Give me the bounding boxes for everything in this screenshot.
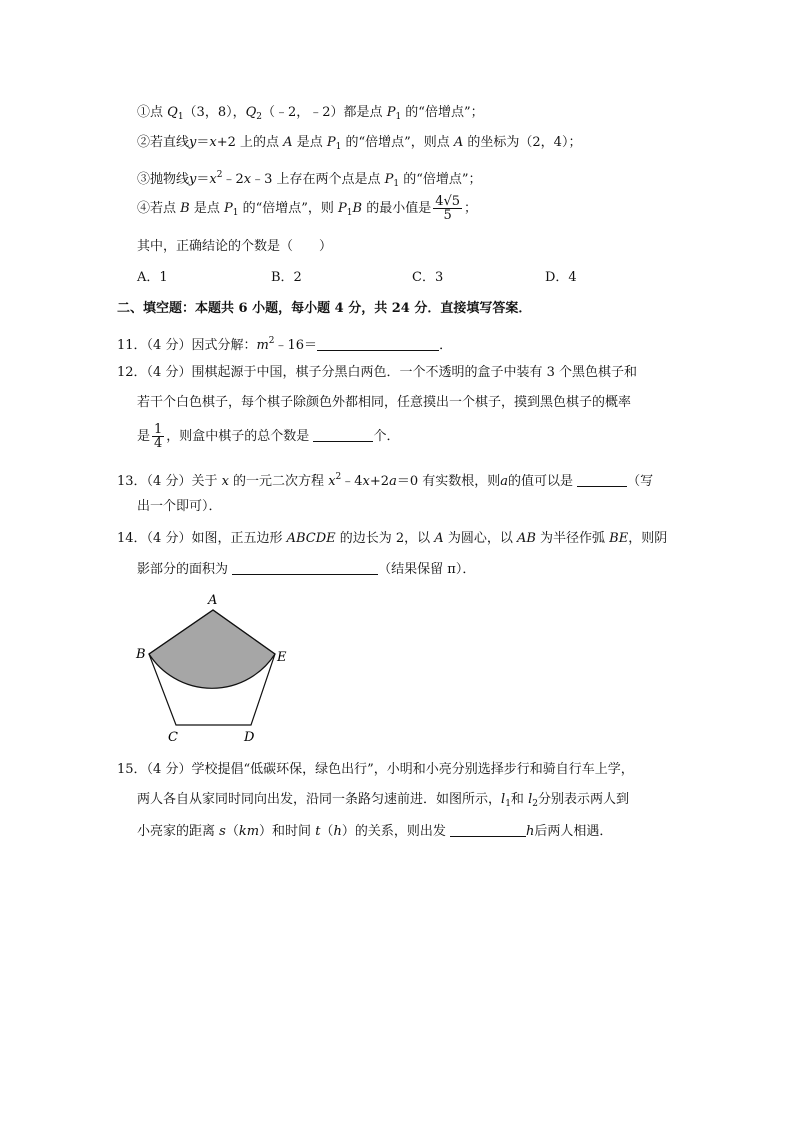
superscript: 2 <box>216 170 223 180</box>
q10-statement-2 <box>137 134 581 156</box>
text: ）和时间 <box>259 824 316 839</box>
var: B <box>352 201 363 216</box>
subscript: 1 <box>346 208 353 218</box>
var: Q <box>167 105 178 120</box>
fraction-1-over-4 <box>152 423 164 450</box>
text: 的最小值是 <box>362 201 432 216</box>
answer-blank[interactable] <box>450 822 526 837</box>
superscript: 2 <box>268 336 275 346</box>
text: +2 <box>369 474 390 489</box>
section-heading: 二、填空题：本题共 6 小题，每小题 4 分，共 24 分．直接填写答案． <box>117 301 532 316</box>
var: A <box>434 531 444 546</box>
answer-blank[interactable] <box>577 472 627 487</box>
text: （ <box>225 824 239 839</box>
text: 影部分的面积为 <box>137 562 233 577</box>
var: B <box>180 201 190 216</box>
var: t <box>315 824 321 839</box>
text: ①点 <box>137 105 168 120</box>
q10-statement-4 <box>137 194 477 228</box>
text: ﹣16＝ <box>274 338 318 353</box>
var: AB <box>516 531 536 546</box>
var: x <box>209 172 217 187</box>
numerator: 4√5 <box>435 194 461 209</box>
var: A <box>453 135 464 150</box>
text: （写 <box>627 474 654 489</box>
label-e: E <box>277 650 287 665</box>
var: a <box>500 474 508 489</box>
var: P <box>338 201 347 216</box>
text: 为圆心，以 <box>443 531 517 546</box>
text: 的“倍增点”； <box>399 172 482 187</box>
text: 和 <box>510 792 529 807</box>
text: 的坐标为（2，4）； <box>463 135 582 150</box>
text: 为半径作弧 <box>535 531 610 546</box>
subscript: 1 <box>177 112 184 122</box>
answer-blank[interactable] <box>313 427 373 442</box>
text: ＝0 有实数根，则 <box>396 474 501 489</box>
text: （3，8）， <box>183 105 246 120</box>
var: P <box>223 201 233 216</box>
question-13-line-2: 出一个即可）． <box>137 499 222 514</box>
text: ④若点 <box>137 201 181 216</box>
text: ，则盒中棋子的总个数是 <box>166 429 314 444</box>
shaded-sector <box>149 610 275 688</box>
subscript: 2 <box>532 799 538 809</box>
q10-statement-3 <box>137 166 482 193</box>
denominator: 5 <box>443 208 452 223</box>
text: 是点 <box>292 135 327 150</box>
var: m <box>256 338 269 353</box>
subscript: 1 <box>393 179 400 189</box>
label-c: C <box>168 730 178 745</box>
text: 是 <box>137 429 151 444</box>
superscript: 2 <box>335 472 342 482</box>
text: 的一元二次方程 <box>228 474 329 489</box>
var: A <box>283 135 293 150</box>
var: l <box>528 792 533 807</box>
subscript: 1 <box>335 142 342 152</box>
subscript: 1 <box>395 112 402 122</box>
question-13-line-1 <box>117 468 653 491</box>
subscript: 1 <box>505 799 511 809</box>
var: x <box>243 172 252 187</box>
q10-option-c: C．3 <box>412 270 444 285</box>
var: h <box>525 824 535 839</box>
text: （ <box>320 824 334 839</box>
var: s <box>219 824 226 839</box>
var: l <box>501 792 506 807</box>
q10-option-b: B．2 <box>271 270 302 285</box>
var: P <box>384 172 394 187</box>
text: ﹣4 <box>341 474 363 489</box>
var: BE <box>609 531 629 546</box>
text: ﹣3 上存在两个点是点 <box>251 172 385 187</box>
question-15-line-2 <box>137 791 629 813</box>
answer-blank[interactable] <box>317 336 439 351</box>
text: 个． <box>373 429 400 444</box>
var: km <box>238 824 260 839</box>
text: ③抛物线 <box>137 172 190 187</box>
text: ． <box>439 338 453 353</box>
question-12-line-1: 12．（4 分）围棋起源于中国，棋子分黑白两色．一个不透明的盒子中装有 3 个黑色棋子和 <box>117 365 637 380</box>
text: ＝ <box>196 172 210 187</box>
question-11 <box>117 332 452 355</box>
label-d: D <box>244 730 255 745</box>
text: （结果保留 π）． <box>378 562 476 577</box>
var: P <box>386 105 396 120</box>
text: ，则阴 <box>628 531 668 546</box>
q10-option-d: D．4 <box>545 270 577 285</box>
question-14-line-1 <box>117 530 667 548</box>
text: 13．（4 分）关于 <box>117 474 222 489</box>
text: 11．（4 分）因式分解： <box>117 338 257 353</box>
text: 两人各自从家同时同向出发，沿同一条路匀速前进．如图所示， <box>137 792 502 807</box>
text: 后两人相遇． <box>534 824 613 839</box>
text: 的值可以是 <box>508 474 578 489</box>
text: 的“倍增点”； <box>401 105 484 120</box>
numerator: 1 <box>154 422 163 437</box>
label-a: A <box>208 593 218 608</box>
var: h <box>333 824 342 839</box>
var: a <box>389 474 397 489</box>
answer-blank[interactable] <box>232 560 378 575</box>
var: x <box>362 474 370 489</box>
subscript: 1 <box>232 208 239 218</box>
var: ABCDE <box>286 531 336 546</box>
text: ； <box>464 201 478 216</box>
q10-statement-1 <box>137 104 484 126</box>
var: x <box>221 474 229 489</box>
text: ＝ <box>196 135 210 150</box>
q10-stem: 其中，正确结论的个数是（ ） <box>137 239 333 254</box>
text: ）的关系，则出发 <box>341 824 450 839</box>
var: x <box>209 135 217 150</box>
text: ②若直线 <box>137 135 190 150</box>
text: 的边长为 2，以 <box>335 531 435 546</box>
text: 的“倍增点”，则 <box>238 201 339 216</box>
subscript: 2 <box>256 112 262 122</box>
fraction-4root5-over-5 <box>433 195 462 222</box>
text: 14．（4 分）如图，正五边形 <box>117 531 287 546</box>
q10-option-a: A．1 <box>137 270 168 285</box>
question-14-line-2 <box>137 560 475 579</box>
pentagon-figure <box>130 588 300 748</box>
label-b: B <box>136 647 146 662</box>
question-12-line-3 <box>137 422 399 452</box>
text: 的“倍增点”，则点 <box>341 135 454 150</box>
var: Q <box>245 105 257 120</box>
var: y <box>189 135 197 150</box>
var: P <box>326 135 336 150</box>
question-15-line-3 <box>137 822 612 841</box>
denominator: 4 <box>154 436 163 451</box>
question-12-line-2: 若干个白色棋子，每个棋子除颜色外都相同，任意摸出一个棋子，摸到黑色棋子的概率 <box>137 395 632 410</box>
question-15-line-1: 15．（4 分）学校提倡“低碳环保，绿色出行”，小明和小亮分别选择步行和骑自行车上学， <box>117 762 634 777</box>
text: 是点 <box>189 201 224 216</box>
var: y <box>189 172 197 187</box>
text: ﹣2 <box>222 172 244 187</box>
text: 小亮家的距离 <box>137 824 220 839</box>
text: （﹣2，﹣2）都是点 <box>262 105 387 120</box>
text: +2 上的点 <box>216 135 284 150</box>
var: x <box>328 474 336 489</box>
text: 分别表示两人到 <box>537 792 629 807</box>
